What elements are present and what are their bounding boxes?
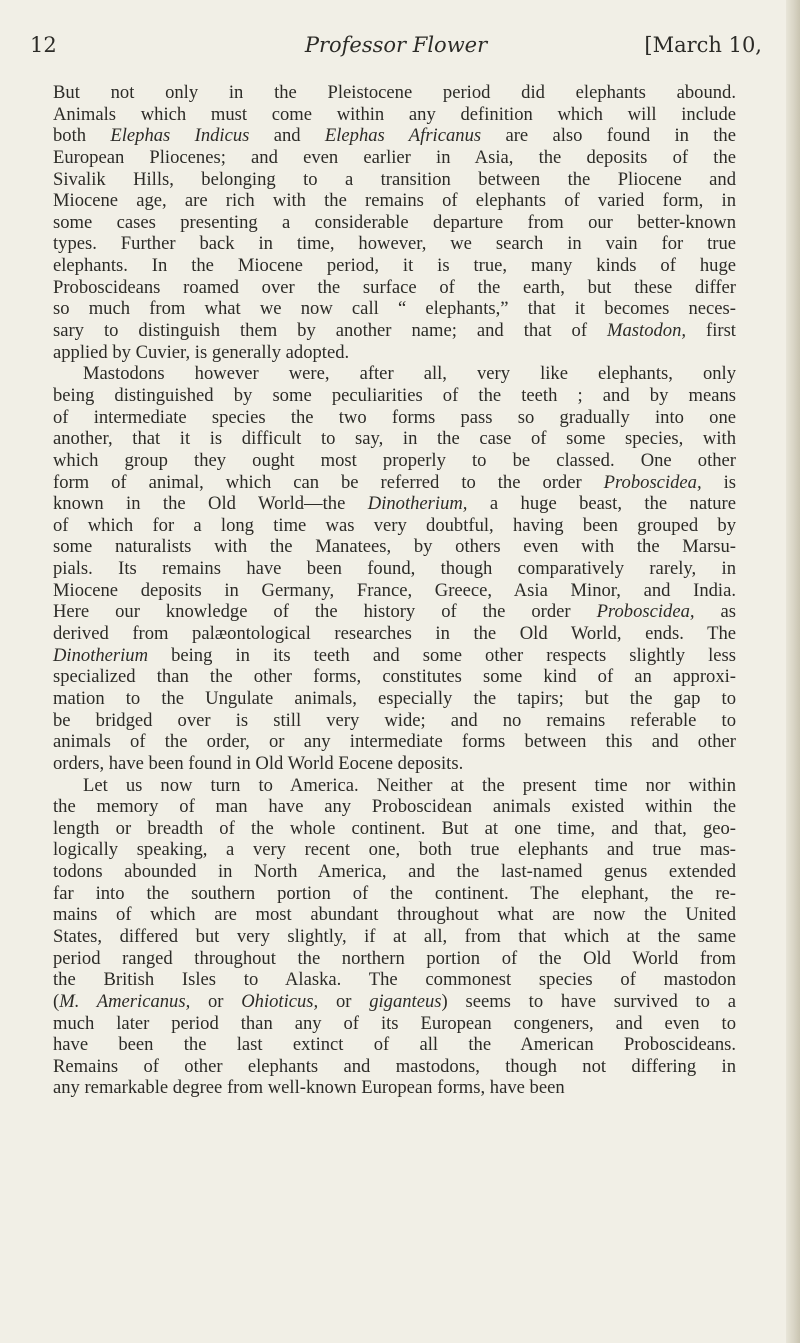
text-line xyxy=(53,428,736,450)
text-run: of intermediate species the two forms pass so gradually into one xyxy=(53,406,736,428)
text-line xyxy=(53,125,736,147)
text-run: or xyxy=(318,990,370,1012)
text-run: orders, have been found in Old World Eocene deposits. xyxy=(53,752,464,774)
text-line xyxy=(53,515,736,537)
page-number: 12 xyxy=(30,33,57,57)
text-run: which group they ought most properly to be classed. One other xyxy=(53,449,736,471)
text-run: Let us now turn to America. Neither at the present time nor within xyxy=(83,774,736,796)
text-run: first xyxy=(686,320,736,342)
italic-term: Mastodon, xyxy=(607,320,687,342)
text-run: be bridged over is still very wide; and no remains referable to xyxy=(53,709,736,731)
text-run: logically speaking, a very recent one, both true elephants and true mas- xyxy=(53,839,736,861)
text-run: any remarkable degree from well-known European forms, have been xyxy=(53,1077,565,1099)
text-line xyxy=(53,601,736,623)
text-line xyxy=(53,753,736,775)
text-line xyxy=(53,796,736,818)
text-run: applied by Cuvier, is generally adopted. xyxy=(53,341,350,363)
text-line xyxy=(53,904,736,926)
text-run: mation to the Ungulate animals, especially the tapirs; but the gap to xyxy=(53,687,736,709)
text-line xyxy=(53,666,736,688)
text-run: period ranged throughout the northern portion of the Old World from xyxy=(53,947,736,969)
text-run: is xyxy=(701,471,736,493)
text-line xyxy=(53,450,736,472)
text-run: ) seems to have survived to a xyxy=(441,990,736,1012)
text-run: some naturalists with the Manatees, by others even with the Marsu- xyxy=(53,536,736,558)
text-line xyxy=(53,472,736,494)
italic-term: M. Americanus, xyxy=(59,990,191,1012)
text-run: being in its teeth and some other respects slightly less xyxy=(148,644,736,666)
text-line xyxy=(53,212,736,234)
text-run: elephants. In the Miocene period, it is true, many kinds of huge xyxy=(53,255,736,277)
italic-term: Dinotherium, xyxy=(367,493,468,515)
text-line xyxy=(53,710,736,732)
text-run: Mastodons however were, after all, very like elephants, only xyxy=(83,363,736,385)
text-run: Sivalik Hills, belonging to a transition between the Pliocene and xyxy=(53,168,736,190)
text-line xyxy=(53,342,736,364)
text-line xyxy=(53,298,736,320)
text-line xyxy=(53,969,736,991)
text-run: length or breadth of the whole continent. But at one time, and that, geo- xyxy=(53,817,736,839)
text-run: another, that it is difficult to say, in the case of some species, with xyxy=(53,428,736,450)
italic-term: giganteus xyxy=(369,990,442,1012)
text-run: sary to distinguish them by another name; and that of xyxy=(53,320,608,342)
text-run: of which for a long time was very doubtful, having been grouped by xyxy=(53,514,736,536)
italic-term: Dinotherium xyxy=(53,644,149,666)
text-run: have been the last extinct of all the American Proboscideans. xyxy=(53,1034,736,1056)
text-run: ( xyxy=(53,990,60,1012)
text-run: being distinguished by some peculiarities of the teeth ; and by means xyxy=(53,384,736,406)
running-title: Professor Flower xyxy=(304,33,488,57)
text-run: the memory of man have any Proboscidean animals existed within the xyxy=(53,796,736,818)
text-run: much later period than any of its European congeners, and even to xyxy=(53,1012,736,1034)
text-run: Remains of other elephants and mastodons, though not differing in xyxy=(53,1055,736,1077)
body-text xyxy=(53,82,736,1099)
text-line xyxy=(53,818,736,840)
italic-term: Ohioticus, xyxy=(241,990,319,1012)
text-run: Here our knowledge of the history of the order xyxy=(53,601,597,623)
italic-term: Elephas Indicus xyxy=(110,125,250,147)
text-line xyxy=(53,493,736,515)
text-line xyxy=(53,839,736,861)
page-edge xyxy=(786,0,800,1343)
header-date: [March 10, xyxy=(644,33,762,57)
text-run: types. Further back in time, however, we search in vain for true xyxy=(53,233,736,255)
text-line xyxy=(53,147,736,169)
text-run: derived from palæontological researches in the Old World, ends. The xyxy=(53,623,736,645)
text-run: But not only in the Pleistocene period did elephants abound. xyxy=(53,82,736,103)
italic-term: Elephas Africanus xyxy=(324,125,482,147)
text-line xyxy=(53,363,736,385)
text-line xyxy=(53,82,736,104)
text-run: specialized than the other forms, constitutes some kind of an approxi- xyxy=(53,666,736,688)
text-run: a huge beast, the nature xyxy=(467,493,736,515)
text-line xyxy=(53,558,736,580)
text-line xyxy=(53,731,736,753)
text-line xyxy=(53,536,736,558)
text-run: todons abounded in North America, and the last-named genus extended xyxy=(53,861,736,883)
text-run: European Pliocenes; and even earlier in Asia, the deposits of the xyxy=(53,146,736,168)
text-line xyxy=(53,688,736,710)
text-line xyxy=(53,861,736,883)
text-run: the British Isles to Alaska. The commonest species of mastodon xyxy=(53,969,736,991)
text-line xyxy=(53,320,736,342)
text-run: far into the southern portion of the continent. The elephant, the re- xyxy=(53,882,736,904)
running-header xyxy=(30,28,762,62)
text-line xyxy=(53,1077,736,1099)
text-run: are also found in the xyxy=(481,125,736,147)
text-line xyxy=(53,775,736,797)
text-line xyxy=(53,1056,736,1078)
text-run: States, differed but very slightly, if at all, from that which at the same xyxy=(53,925,736,947)
text-run: or xyxy=(190,990,242,1012)
text-line xyxy=(53,385,736,407)
italic-term: Proboscidea, xyxy=(603,471,702,493)
text-line xyxy=(53,991,736,1013)
text-run: as xyxy=(694,601,736,623)
text-run: animals of the order, or any intermediate forms between this and other xyxy=(53,731,736,753)
italic-term: Proboscidea, xyxy=(596,601,695,623)
text-run: some cases presenting a considerable departure from our better-known xyxy=(53,211,736,233)
text-run: Miocene deposits in Germany, France, Greece, Asia Minor, and India. xyxy=(53,579,736,601)
text-line xyxy=(53,1034,736,1056)
text-run: Miocene age, are rich with the remains of elephants of varied form, in xyxy=(53,190,736,212)
text-line xyxy=(53,645,736,667)
text-run: Proboscideans roamed over the surface of the earth, but these differ xyxy=(53,276,736,298)
text-line xyxy=(53,277,736,299)
text-line xyxy=(53,1013,736,1035)
text-run: Animals which must come within any definition which will include xyxy=(53,103,736,125)
text-line xyxy=(53,104,736,126)
text-run: so much from what we now call “ elephants,” that it becomes neces- xyxy=(53,298,736,320)
text-line xyxy=(53,883,736,905)
text-line xyxy=(53,948,736,970)
text-line xyxy=(53,580,736,602)
text-line xyxy=(53,233,736,255)
text-line xyxy=(53,255,736,277)
text-run: form of animal, which can be referred to the order xyxy=(53,471,604,493)
text-line xyxy=(53,926,736,948)
text-line xyxy=(53,407,736,429)
text-line xyxy=(53,623,736,645)
text-line xyxy=(53,190,736,212)
text-run: mains of which are most abundant throughout what are now the United xyxy=(53,904,736,926)
text-line xyxy=(53,169,736,191)
text-run: and xyxy=(249,125,325,147)
text-run: known in the Old World—the xyxy=(53,493,368,515)
text-run: both xyxy=(53,125,111,147)
text-run: pials. Its remains have been found, though comparatively rarely, in xyxy=(53,558,736,580)
